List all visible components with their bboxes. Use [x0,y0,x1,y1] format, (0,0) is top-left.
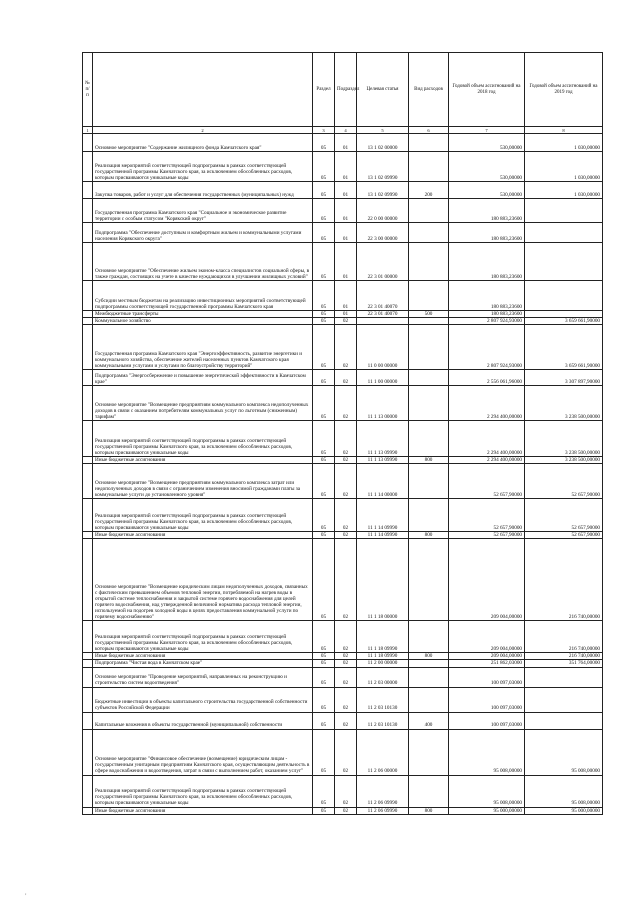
column-number: 5 [357,127,409,134]
header-volume-2019: Годовой объем ассигнований на 2019 год [525,53,603,127]
row-expense-type-cell [409,621,449,653]
row-section-cell: 05 [313,386,335,421]
row-volume-2019-cell [525,223,603,243]
row-name-cell: Иные бюджетные ассигнования [93,653,313,660]
row-number-cell [83,199,93,223]
header-name [93,53,313,127]
row-subsection-cell: 02 [335,318,357,325]
row-number-cell [83,281,93,311]
row-section-cell: 05 [313,325,335,370]
table-row [83,464,603,499]
row-expense-type-cell [409,134,449,152]
row-expense-type-cell [409,421,449,457]
row-volume-2019-cell [525,281,603,311]
scan-mark: , [25,890,27,896]
row-volume-2018-cell: 530,00000 [449,182,525,199]
row-name-cell: Реализация мероприятий соответствующей подпрограммы в рамках соответствующей государственной программы Камчатского края, за исключением обособленных расходов, которым присваиваются уникальные коды [93,421,313,457]
header-volume-2018: Годовой объем ассигнований на 2018 год [449,53,525,127]
row-subsection-cell: 02 [335,712,357,729]
row-subsection-cell: 02 [335,325,357,370]
row-subsection-cell: 02 [335,539,357,621]
row-volume-2019-cell: 3 659 661,90000 [525,325,603,370]
row-subsection-cell: 02 [335,464,357,499]
row-volume-2019-cell [525,199,603,223]
row-volume-2019-cell: 95 008,00000 [525,729,603,775]
row-section-cell: 05 [313,318,335,325]
row-volume-2019-cell: 3 238 500,00000 [525,421,603,457]
row-section-cell: 05 [313,199,335,223]
table-row [83,370,603,386]
row-subsection-cell: 02 [335,421,357,457]
row-subsection-cell: 01 [335,182,357,199]
row-section-cell: 05 [313,457,335,464]
table-row [83,499,603,532]
row-target-article-cell: 22 3 00 00000 [357,223,409,243]
row-name-cell: Бюджетные инвестиции в объекты капитального строительства государственной собственности субъектов Российской Федерации [93,687,313,712]
table-row [83,457,603,464]
row-subsection-cell: 02 [335,621,357,653]
table-row [83,532,603,539]
row-section-cell: 05 [313,539,335,621]
table-row [83,199,603,223]
row-expense-type-cell: 500 [409,311,449,318]
row-number-cell [83,621,93,653]
row-volume-2019-cell: 52 657,90000 [525,499,603,532]
row-volume-2019-cell [525,311,603,318]
table-row [83,775,603,807]
table-row [83,729,603,775]
row-volume-2019-cell [525,667,603,687]
row-volume-2018-cell: 180 883,23600 [449,243,525,281]
budget-table [82,52,603,815]
row-target-article-cell: 11 1 00 00000 [357,370,409,386]
row-section-cell: 05 [313,807,335,814]
row-expense-type-cell [409,370,449,386]
row-volume-2019-cell [525,687,603,712]
row-subsection-cell: 02 [335,687,357,712]
row-section-cell: 05 [313,653,335,660]
row-number-cell [83,311,93,318]
row-name-cell: Государственная программа Камчатского края "Энергоэффективность, развитие энергетики и коммунального хозяйства, обеспечение жителей населенных пунктов Камчатского края коммунальными услугами и услугами по благоустройству территорий" [93,325,313,370]
row-subsection-cell: 01 [335,311,357,318]
row-target-article-cell: 11 1 14 09990 [357,532,409,539]
row-number-cell [83,318,93,325]
row-number-cell [83,667,93,687]
row-expense-type-cell [409,464,449,499]
row-name-cell: Основное мероприятие "Содержание жилищного фонда Камчатского края" [93,134,313,152]
row-expense-type-cell [409,386,449,421]
row-target-article-cell: 11 1 13 09990 [357,457,409,464]
row-subsection-cell: 02 [335,532,357,539]
row-volume-2018-cell: 530,00000 [449,152,525,182]
table-row [83,421,603,457]
table-row [83,152,603,182]
row-target-article-cell: 11 2 03 00000 [357,667,409,687]
row-target-article-cell: 11 2 03 10130 [357,712,409,729]
row-name-cell: Основное мероприятие "Проведение мероприятий, направленных на реконструкцию и строительство систем водоотведения" [93,667,313,687]
row-volume-2019-cell: 216 740,00000 [525,621,603,653]
row-number-cell [83,687,93,712]
row-number-cell [83,775,93,807]
row-volume-2019-cell: 1 030,00000 [525,134,603,152]
row-volume-2018-cell: 2 294 400,00000 [449,457,525,464]
table-row [83,653,603,660]
row-target-article-cell: 11 1 13 00000 [357,386,409,421]
row-target-article-cell [357,318,409,325]
table-row [83,134,603,152]
column-numbering-row [83,127,603,134]
row-number-cell [83,370,93,386]
row-number-cell [83,653,93,660]
row-target-article-cell: 11 2 06 09990 [357,775,409,807]
row-subsection-cell: 02 [335,729,357,775]
row-target-article-cell: 11 2 03 10130 [357,687,409,712]
row-expense-type-cell [409,199,449,223]
row-subsection-cell: 01 [335,199,357,223]
row-section-cell: 05 [313,421,335,457]
row-subsection-cell: 01 [335,243,357,281]
row-number-cell [83,243,93,281]
row-volume-2018-cell: 209 004,00000 [449,621,525,653]
table-body [83,134,603,815]
column-number: 4 [335,127,357,134]
row-volume-2019-cell: 351 764,00000 [525,660,603,667]
row-volume-2018-cell: 209 004,00000 [449,653,525,660]
row-subsection-cell: 02 [335,386,357,421]
header-subsection: Подраздел [335,53,357,127]
row-volume-2019-cell: 3 238 500,00000 [525,457,603,464]
row-name-cell: Основное мероприятие "Возмещение юридическим лицам недополученных доходов, связанных с фактическим превышением объемов тепловой энергии, потребляемой на нагрев воды в открытой системе теплоснабжения и закрытой системе горячего водоснабжения для целей горячего водоснабжения, над утвержденной величиной норматива расхода тепловой энергии, используемой на подогрев холодной воды в целях предоставления коммунальной услуги по горячему водоснабжению" [93,539,313,621]
row-number-cell [83,729,93,775]
row-volume-2018-cell: 2 807 924,93000 [449,325,525,370]
row-volume-2019-cell: 1 030,00000 [525,182,603,199]
row-target-article-cell: 22 3 01 40070 [357,311,409,318]
row-section-cell: 05 [313,712,335,729]
row-volume-2019-cell: 52 657,90000 [525,532,603,539]
column-number: 3 [313,127,335,134]
row-volume-2019-cell: 95 008,00000 [525,775,603,807]
row-section-cell: 05 [313,182,335,199]
row-number-cell [83,539,93,621]
row-name-cell: Субсидии местным бюджетам на реализацию инвестиционных мероприятий соответствующей подпрограммы соответствующей государственной программы Камчатского края [93,281,313,311]
row-expense-type-cell: 200 [409,182,449,199]
row-expense-type-cell: 800 [409,807,449,814]
row-section-cell: 05 [313,775,335,807]
row-section-cell: 05 [313,667,335,687]
row-volume-2018-cell: 52 657,90000 [449,499,525,532]
row-number-cell [83,807,93,814]
row-expense-type-cell: 800 [409,457,449,464]
row-volume-2018-cell: 2 807 924,93000 [449,318,525,325]
row-section-cell: 05 [313,152,335,182]
row-name-cell: Закупка товаров, работ и услуг для обеспечения государственных (муниципальных) нужд [93,182,313,199]
row-expense-type-cell [409,281,449,311]
table-row [83,807,603,814]
column-number: 1 [83,127,93,134]
row-target-article-cell: 13 1 02 09990 [357,152,409,182]
row-section-cell: 05 [313,311,335,318]
row-volume-2018-cell: 251 862,03000 [449,660,525,667]
row-section-cell: 05 [313,464,335,499]
column-number: 2 [93,127,313,134]
row-expense-type-cell: 400 [409,712,449,729]
row-subsection-cell: 01 [335,134,357,152]
row-target-article-cell: 22 0 00 00000 [357,199,409,223]
row-section-cell: 05 [313,499,335,532]
row-target-article-cell: 11 1 18 09990 [357,621,409,653]
row-name-cell: Иные бюджетные ассигнования [93,532,313,539]
row-expense-type-cell [409,152,449,182]
row-volume-2019-cell: 216 740,00000 [525,539,603,621]
table-row [83,311,603,318]
row-volume-2018-cell: 180 883,23600 [449,223,525,243]
row-number-cell [83,464,93,499]
table-row [83,386,603,421]
row-volume-2019-cell: 3 659 661,90000 [525,318,603,325]
table-row [83,712,603,729]
row-name-cell: Реализация мероприятий соответствующей подпрограммы в рамках соответствующей государственной программы Камчатского края, за исключением обособленных расходов, которым присваиваются уникальные коды [93,775,313,807]
row-section-cell: 05 [313,134,335,152]
table-header-row [83,53,603,127]
row-name-cell: Государственная программа Камчатского края "Социальное и экономическое развитие территории с особым статусом "Корякский округ" [93,199,313,223]
row-volume-2018-cell: 180 883,23600 [449,311,525,318]
column-number: 7 [449,127,525,134]
row-subsection-cell: 01 [335,152,357,182]
row-target-article-cell: 11 2 06 09990 [357,807,409,814]
row-name-cell: Основное мероприятие "Обеспечение жильем эконом-класса специалистов социальной сферы, в также граждан, состоящих на учете в качестве нуждающихся в улучшении жилищных условий" [93,243,313,281]
row-name-cell: Основное мероприятие "Финансовое обеспечение (возмещение) юридическим лицам - государственным унитарным предприятиям Камчатского края, осуществляющим деятельность в сфере водоснабжения и водоотведения, затрат в связи с выполнением работ, оказанием услуг" [93,729,313,775]
row-expense-type-cell [409,318,449,325]
row-volume-2018-cell: 100 097,03000 [449,687,525,712]
row-number-cell [83,134,93,152]
table-row [83,325,603,370]
row-volume-2018-cell: 52 657,90000 [449,464,525,499]
row-number-cell [83,712,93,729]
row-expense-type-cell [409,325,449,370]
row-subsection-cell: 02 [335,807,357,814]
row-volume-2019-cell: 3 307 897,90000 [525,370,603,386]
row-name-cell: Реализация мероприятий соответствующей подпрограммы в рамках соответствующей государственной программы Камчатского края, за исключением обособленных расходов, которым присваиваются уникальные коды [93,152,313,182]
row-expense-type-cell [409,499,449,532]
row-volume-2019-cell [525,243,603,281]
row-section-cell: 05 [313,281,335,311]
row-volume-2018-cell: 95 008,00000 [449,775,525,807]
row-target-article-cell: 11 2 00 00000 [357,660,409,667]
row-subsection-cell: 01 [335,281,357,311]
table-row [83,667,603,687]
row-name-cell: Реализация мероприятий соответствующей подпрограммы в рамках соответствующей государственной программы Камчатского края, за исключением обособленных расходов, которым присваиваются уникальные коды [93,621,313,653]
row-subsection-cell: 02 [335,457,357,464]
row-number-cell [83,660,93,667]
row-target-article-cell: 11 1 18 09990 [357,653,409,660]
row-volume-2018-cell: 2 294 400,00000 [449,386,525,421]
row-number-cell [83,325,93,370]
table-row [83,621,603,653]
row-target-article-cell: 11 2 06 00000 [357,729,409,775]
row-expense-type-cell [409,223,449,243]
row-volume-2018-cell: 180 883,23600 [449,281,525,311]
row-section-cell: 05 [313,729,335,775]
row-number-cell [83,182,93,199]
row-name-cell: Иные бюджетные ассигнования [93,457,313,464]
row-target-article-cell: 22 3 01 40070 [357,281,409,311]
row-volume-2018-cell: 2 556 061,96000 [449,370,525,386]
row-target-article-cell: 13 1 02 00000 [357,134,409,152]
row-section-cell: 05 [313,621,335,653]
row-name-cell: Реализация мероприятий соответствующей подпрограммы в рамках соответствующей государственной программы Камчатского края, за исключением обособленных расходов, которым присваиваются уникальные коды [93,499,313,532]
row-expense-type-cell [409,539,449,621]
row-subsection-cell: 02 [335,499,357,532]
row-name-cell: Иные бюджетные ассигнования [93,807,313,814]
row-expense-type-cell [409,687,449,712]
row-expense-type-cell: 800 [409,653,449,660]
row-section-cell: 05 [313,532,335,539]
row-volume-2019-cell: 52 657,90000 [525,464,603,499]
row-expense-type-cell: 800 [409,532,449,539]
row-subsection-cell: 02 [335,660,357,667]
row-subsection-cell: 02 [335,667,357,687]
row-volume-2019-cell: 216 740,00000 [525,653,603,660]
row-volume-2019-cell: 3 238 500,00000 [525,386,603,421]
row-number-cell [83,421,93,457]
row-expense-type-cell [409,243,449,281]
row-target-article-cell: 13 1 02 09990 [357,182,409,199]
row-section-cell: 05 [313,660,335,667]
column-number: 8 [525,127,603,134]
row-subsection-cell: 02 [335,775,357,807]
row-volume-2018-cell: 95 008,00000 [449,729,525,775]
row-expense-type-cell [409,660,449,667]
row-name-cell: Подпрограмма "Обеспечение доступным и комфортным жильем и коммунальными услугами населения Корякского округа" [93,223,313,243]
row-section-cell: 05 [313,370,335,386]
table-row [83,660,603,667]
row-target-article-cell: 11 1 14 00000 [357,464,409,499]
row-volume-2018-cell: 2 294 400,00000 [449,421,525,457]
row-name-cell: Межбюджетные трансферты [93,311,313,318]
row-number-cell [83,532,93,539]
row-section-cell: 05 [313,223,335,243]
header-section: Раздел [313,53,335,127]
table-row [83,687,603,712]
table-row [83,223,603,243]
row-number-cell [83,386,93,421]
row-volume-2019-cell: 95 000,00000 [525,807,603,814]
row-name-cell: Основное мероприятие "Возмещение предприятиям коммунального комплекса затрат или недополученных доходов в связи с ограничением изменения вносимой гражданами платы за коммунальные услуги до установленного уровня" [93,464,313,499]
table-row [83,281,603,311]
row-name-cell: Подпрограмма "Энергосбережение и повышение энергетической эффективности в Камчатском крае" [93,370,313,386]
row-volume-2018-cell: 95 000,00000 [449,807,525,814]
row-number-cell [83,457,93,464]
row-name-cell: Подпрограмма "Чистая вода в Камчатском крае" [93,660,313,667]
row-target-article-cell: 11 0 00 00000 [357,325,409,370]
row-section-cell: 05 [313,243,335,281]
row-section-cell: 05 [313,687,335,712]
row-target-article-cell: 22 3 01 00000 [357,243,409,281]
row-volume-2019-cell: 1 030,00000 [525,152,603,182]
row-name-cell: Коммунальное хозяйство [93,318,313,325]
row-volume-2018-cell: 209 004,00000 [449,539,525,621]
row-number-cell [83,223,93,243]
table-row [83,182,603,199]
row-volume-2018-cell: 100 097,03000 [449,667,525,687]
row-volume-2018-cell: 52 657,90000 [449,532,525,539]
row-subsection-cell: 01 [335,223,357,243]
table-row [83,539,603,621]
row-number-cell [83,152,93,182]
column-number: 6 [409,127,449,134]
row-volume-2018-cell: 100 097,03000 [449,712,525,729]
table-row [83,318,603,325]
row-target-article-cell: 11 1 14 09990 [357,499,409,532]
budget-table-sheet [82,52,602,815]
row-target-article-cell: 11 1 18 00000 [357,539,409,621]
row-expense-type-cell [409,729,449,775]
row-name-cell: Основное мероприятие "Возмещение предприятиям коммунального комплекса недополученных доходов в связи с оказанием потребителям коммунальных услуг по льготным (сниженным) тарифам" [93,386,313,421]
header-target-article: Целевая статья [357,53,409,127]
row-expense-type-cell [409,775,449,807]
row-subsection-cell: 02 [335,370,357,386]
row-volume-2018-cell: 530,00000 [449,134,525,152]
header-number: № п/п [83,53,93,127]
header-expense-type: Вид расходов [409,53,449,127]
table-row [83,243,603,281]
row-subsection-cell: 02 [335,653,357,660]
row-volume-2019-cell [525,712,603,729]
row-number-cell [83,499,93,532]
row-target-article-cell: 11 1 13 09990 [357,421,409,457]
row-expense-type-cell [409,667,449,687]
row-name-cell: Капитальные вложения в объекты государственной (муниципальной) собственности [93,712,313,729]
row-volume-2018-cell: 180 883,23600 [449,199,525,223]
